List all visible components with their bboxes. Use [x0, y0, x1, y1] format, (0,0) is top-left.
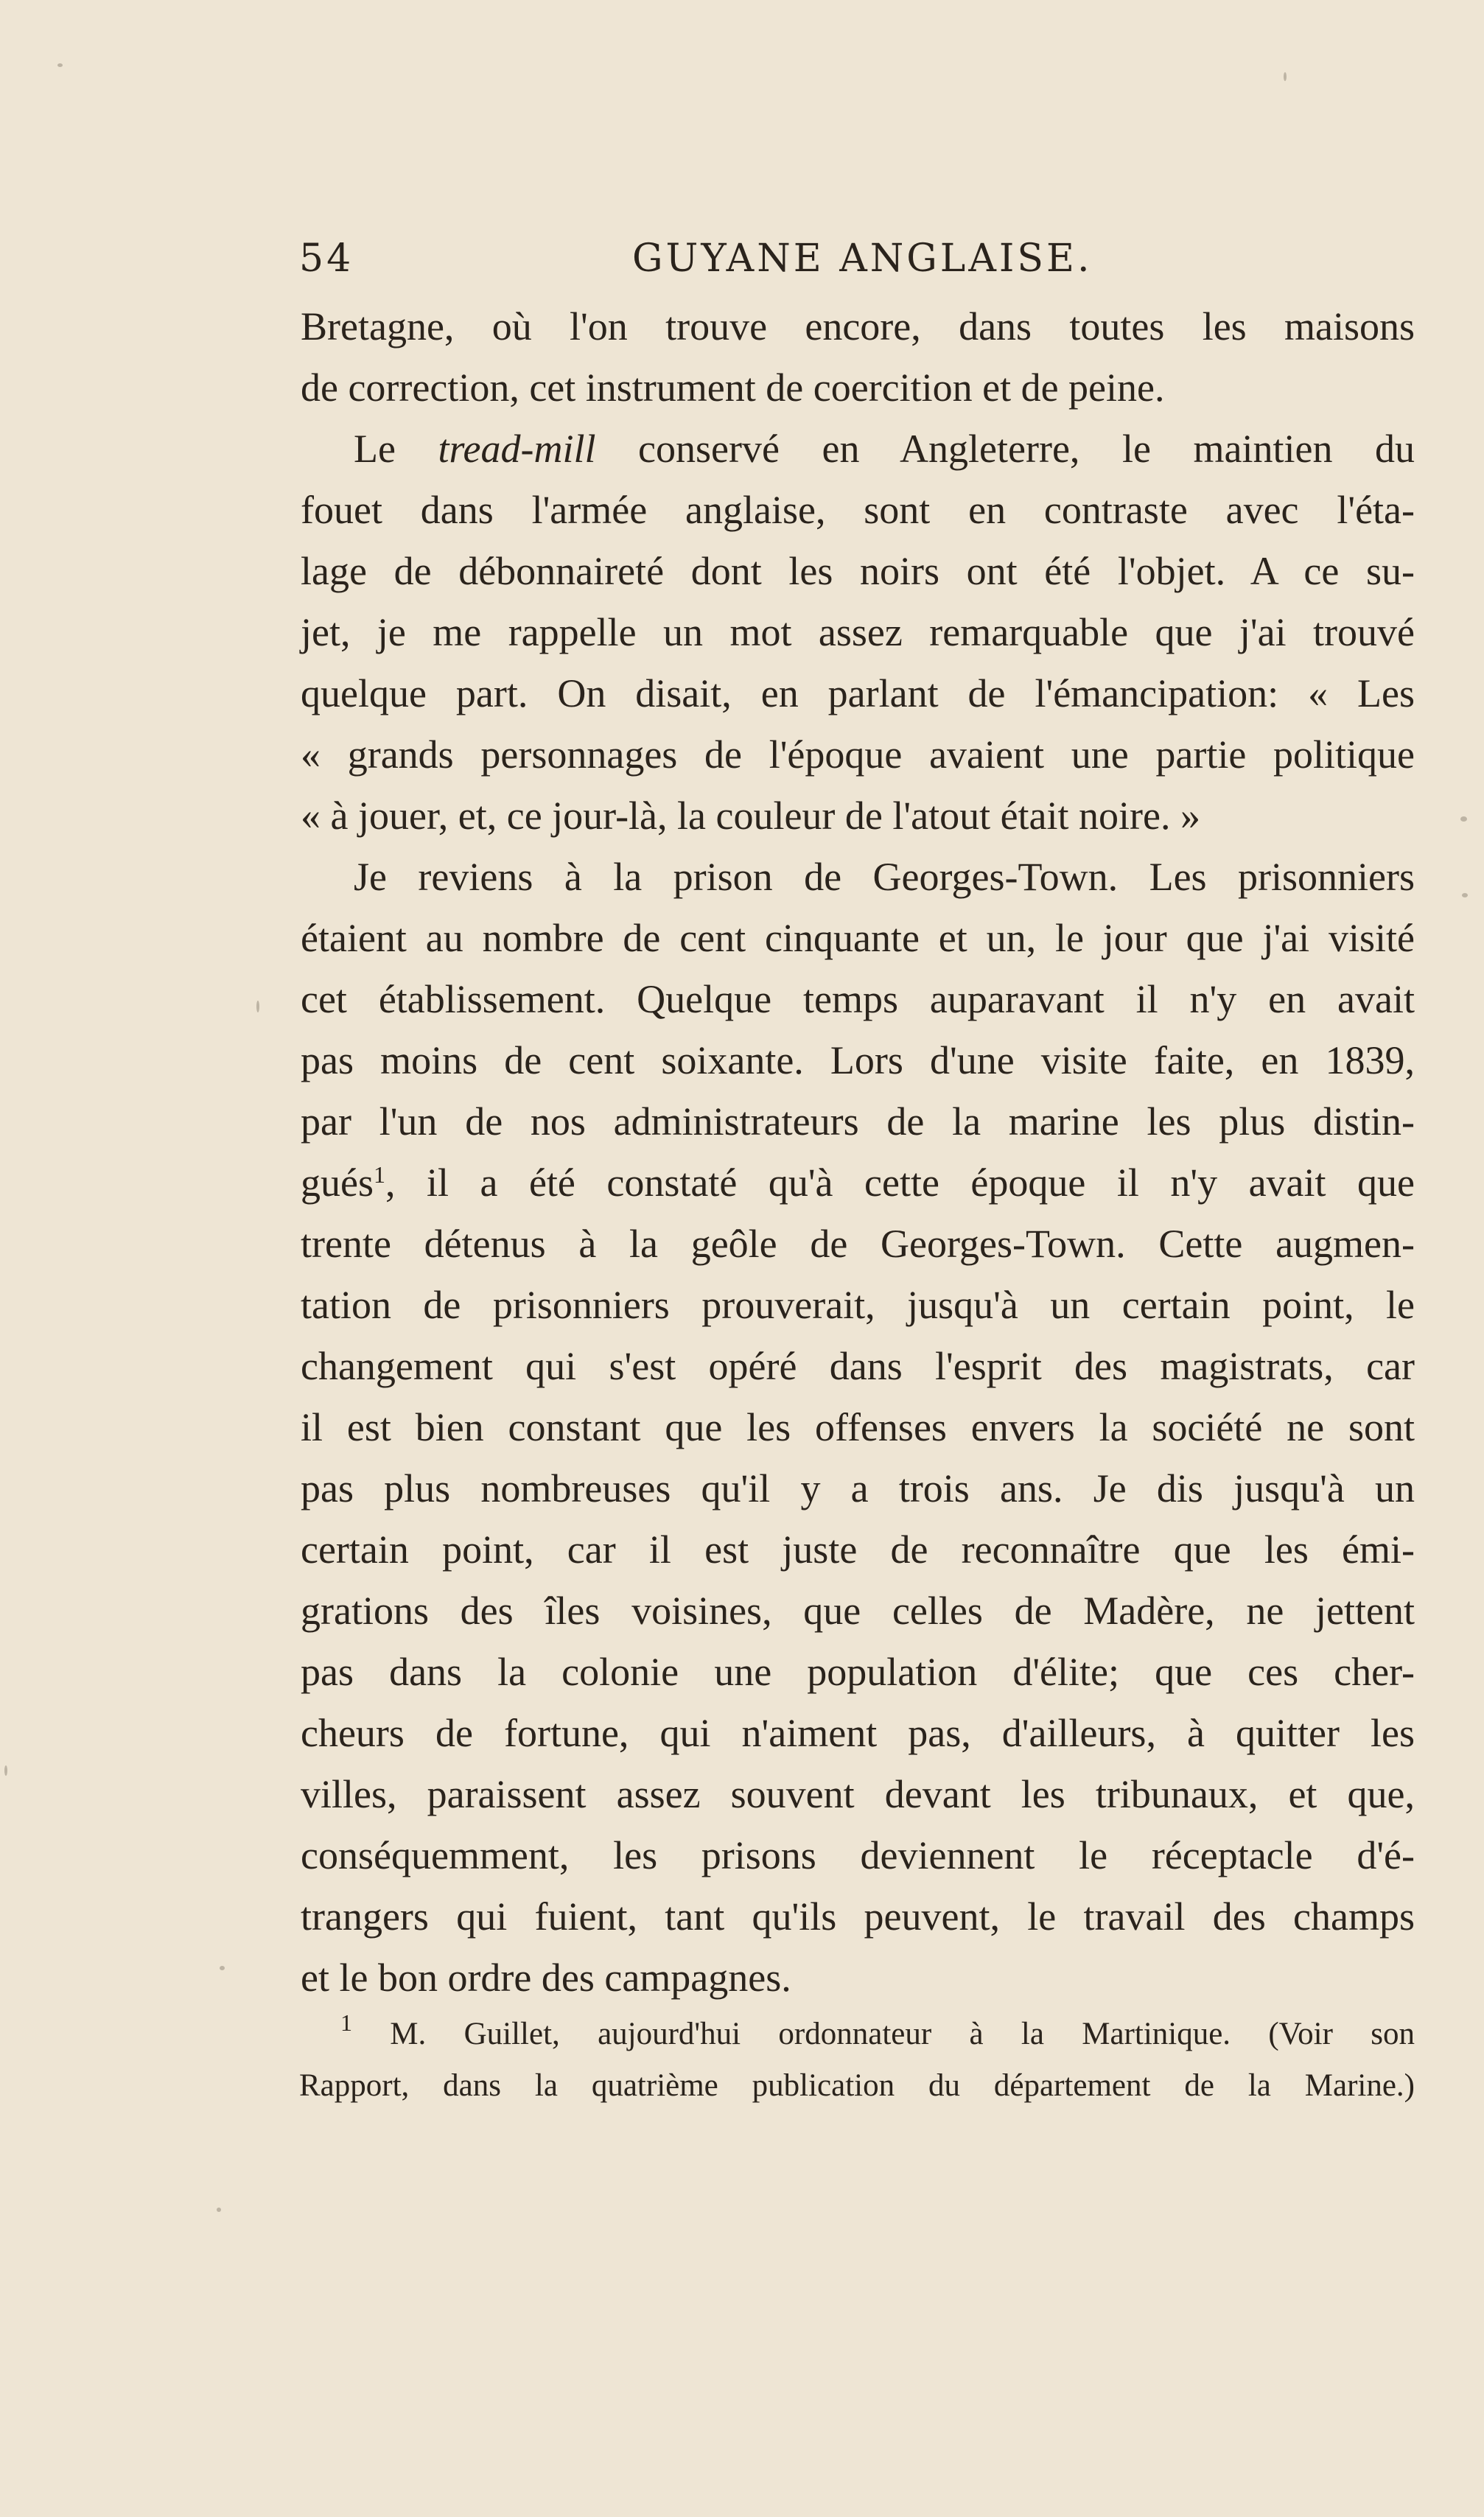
text-line: Je reviens à la prison de Georges-Town. Les prisonniers: [354, 855, 1415, 899]
text-line: tation de prisonniers prouverait, jusqu'à un certain point, le: [301, 1283, 1415, 1327]
text-line: étaient au nombre de cent cinquante et un, le jour que j'ai visité: [301, 916, 1415, 960]
text-line: cheurs de fortune, qui n'aiment pas, d'ailleurs, à quitter les: [301, 1711, 1415, 1755]
text-line: pas moins de cent soixante. Lors d'une visite faite, en 1839,: [301, 1038, 1415, 1082]
italic-term: tread-mill: [438, 427, 596, 471]
text-fragment: M. Guillet, aujourd'hui ordonnateur à la Martinique. (Voir son: [352, 2017, 1415, 2051]
text-fragment: , il a été constaté qu'à cette époque il n'y avait que: [385, 1161, 1415, 1205]
text-fragment: conservé en Angleterre, le maintien du: [595, 427, 1415, 471]
text-fragment: Le: [354, 427, 438, 471]
paper-speck: [217, 2208, 221, 2212]
paper-speck: [1284, 72, 1287, 81]
text-line: [301, 1152, 1415, 1214]
text-line: Bretagne, où l'on trouve encore, dans toutes les maisons: [301, 304, 1415, 349]
footnote-marker: 1: [340, 2009, 352, 2036]
paper-speck: [57, 63, 63, 67]
footnote-reference: 1: [373, 1161, 385, 1188]
text-line: villes, paraissent assez souvent devant les tribunaux, et que,: [301, 1772, 1415, 1816]
paper-speck: [220, 1966, 225, 1970]
footnote-line: [299, 2009, 1415, 2060]
text-line: fouet dans l'armée anglaise, sont en contraste avec l'éta-: [301, 488, 1415, 532]
text-fragment: gués: [301, 1161, 374, 1205]
text-line: conséquemment, les prisons deviennent le réceptacle d'é-: [301, 1833, 1415, 1877]
text-line: il est bien constant que les offenses envers la société ne sont: [301, 1405, 1415, 1449]
running-head: [299, 234, 1419, 283]
text-line: [301, 419, 1415, 480]
text-line: lage de débonnaireté dont les noirs ont été l'objet. A ce su-: [301, 549, 1415, 593]
text-line: changement qui s'est opéré dans l'esprit des magistrats, car: [301, 1344, 1415, 1388]
text-line: « grands personnages de l'époque avaient une partie politique: [301, 732, 1415, 777]
paper-speck: [1462, 893, 1468, 897]
paper-speck: [4, 1765, 7, 1776]
text-line: par l'un de nos administrateurs de la marine les plus distin-: [301, 1099, 1415, 1144]
paper-speck: [1460, 816, 1467, 822]
footnote-line: Rapport, dans la quatrième publication du département de la Marine.): [299, 2068, 1415, 2103]
running-title: GUYANE ANGLAISE.: [632, 237, 1093, 281]
body-text: [301, 296, 1415, 2009]
text-line: pas dans la colonie une population d'élite; que ces cher-: [301, 1650, 1415, 1694]
text-line: de correction, cet instrument de coercition et de peine.: [301, 365, 1165, 410]
text-line: et le bon ordre des campagnes.: [301, 1956, 791, 2000]
text-line: trangers qui fuient, tant qu'ils peuvent, le travail des champs: [301, 1894, 1415, 1939]
text-line: trente détenus à la geôle de Georges-Town. Cette augmen-: [301, 1222, 1415, 1266]
footnote: [299, 2009, 1415, 2112]
text-line: jet, je me rappelle un mot assez remarquable que j'ai trouvé: [301, 610, 1415, 654]
paper-speck: [256, 1001, 259, 1012]
text-line: certain point, car il est juste de reconnaître que les émi-: [301, 1527, 1415, 1572]
text-line: grations des îles voisines, que celles de Madère, ne jettent: [301, 1589, 1415, 1633]
text-line: « à jouer, et, ce jour-là, la couleur de l'atout était noire. »: [301, 794, 1200, 838]
text-line: pas plus nombreuses qu'il y a trois ans. Je dis jusqu'à un: [301, 1466, 1415, 1510]
text-line: quelque part. On disait, en parlant de l'émancipation: « Les: [301, 671, 1415, 715]
page-number: 54: [299, 237, 354, 281]
text-line: cet établissement. Quelque temps auparavant il n'y en avait: [301, 977, 1415, 1021]
